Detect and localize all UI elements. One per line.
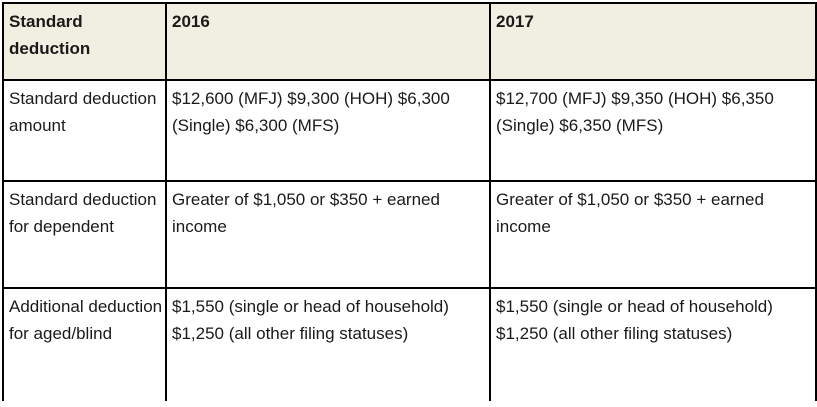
table-header-row: [3, 3, 816, 80]
header-2017: 2017: [490, 3, 816, 80]
row-label-standard-deduction-amount: Standard deduction amount: [3, 80, 166, 181]
row-label-dependent-deduction: Standard deduction for dependent: [3, 181, 166, 288]
cell-2016-standard-deduction-amount: $12,600 (MFJ) $9,300 (HOH) $6,300 (Single) $6,300 (MFS): [166, 80, 490, 181]
cell-2016-aged-blind-deduction: $1,550 (single or head of household) $1,250 (all other filing statuses): [166, 288, 490, 401]
standard-deduction-table: [2, 2, 817, 401]
table-row: [3, 181, 816, 288]
cell-2017-aged-blind-deduction: $1,550 (single or head of household) $1,250 (all other filing statuses): [490, 288, 816, 401]
table-row: [3, 288, 816, 401]
cell-2016-dependent-deduction: Greater of $1,050 or $350 + earned income: [166, 181, 490, 288]
cell-2017-standard-deduction-amount: $12,700 (MFJ) $9,350 (HOH) $6,350 (Single) $6,350 (MFS): [490, 80, 816, 181]
header-standard-deduction: Standard deduction: [3, 3, 166, 80]
row-label-aged-blind-deduction: Additional deduction for aged/blind: [3, 288, 166, 401]
table-row: [3, 80, 816, 181]
cell-2017-dependent-deduction: Greater of $1,050 or $350 + earned income: [490, 181, 816, 288]
header-2016: 2016: [166, 3, 490, 80]
